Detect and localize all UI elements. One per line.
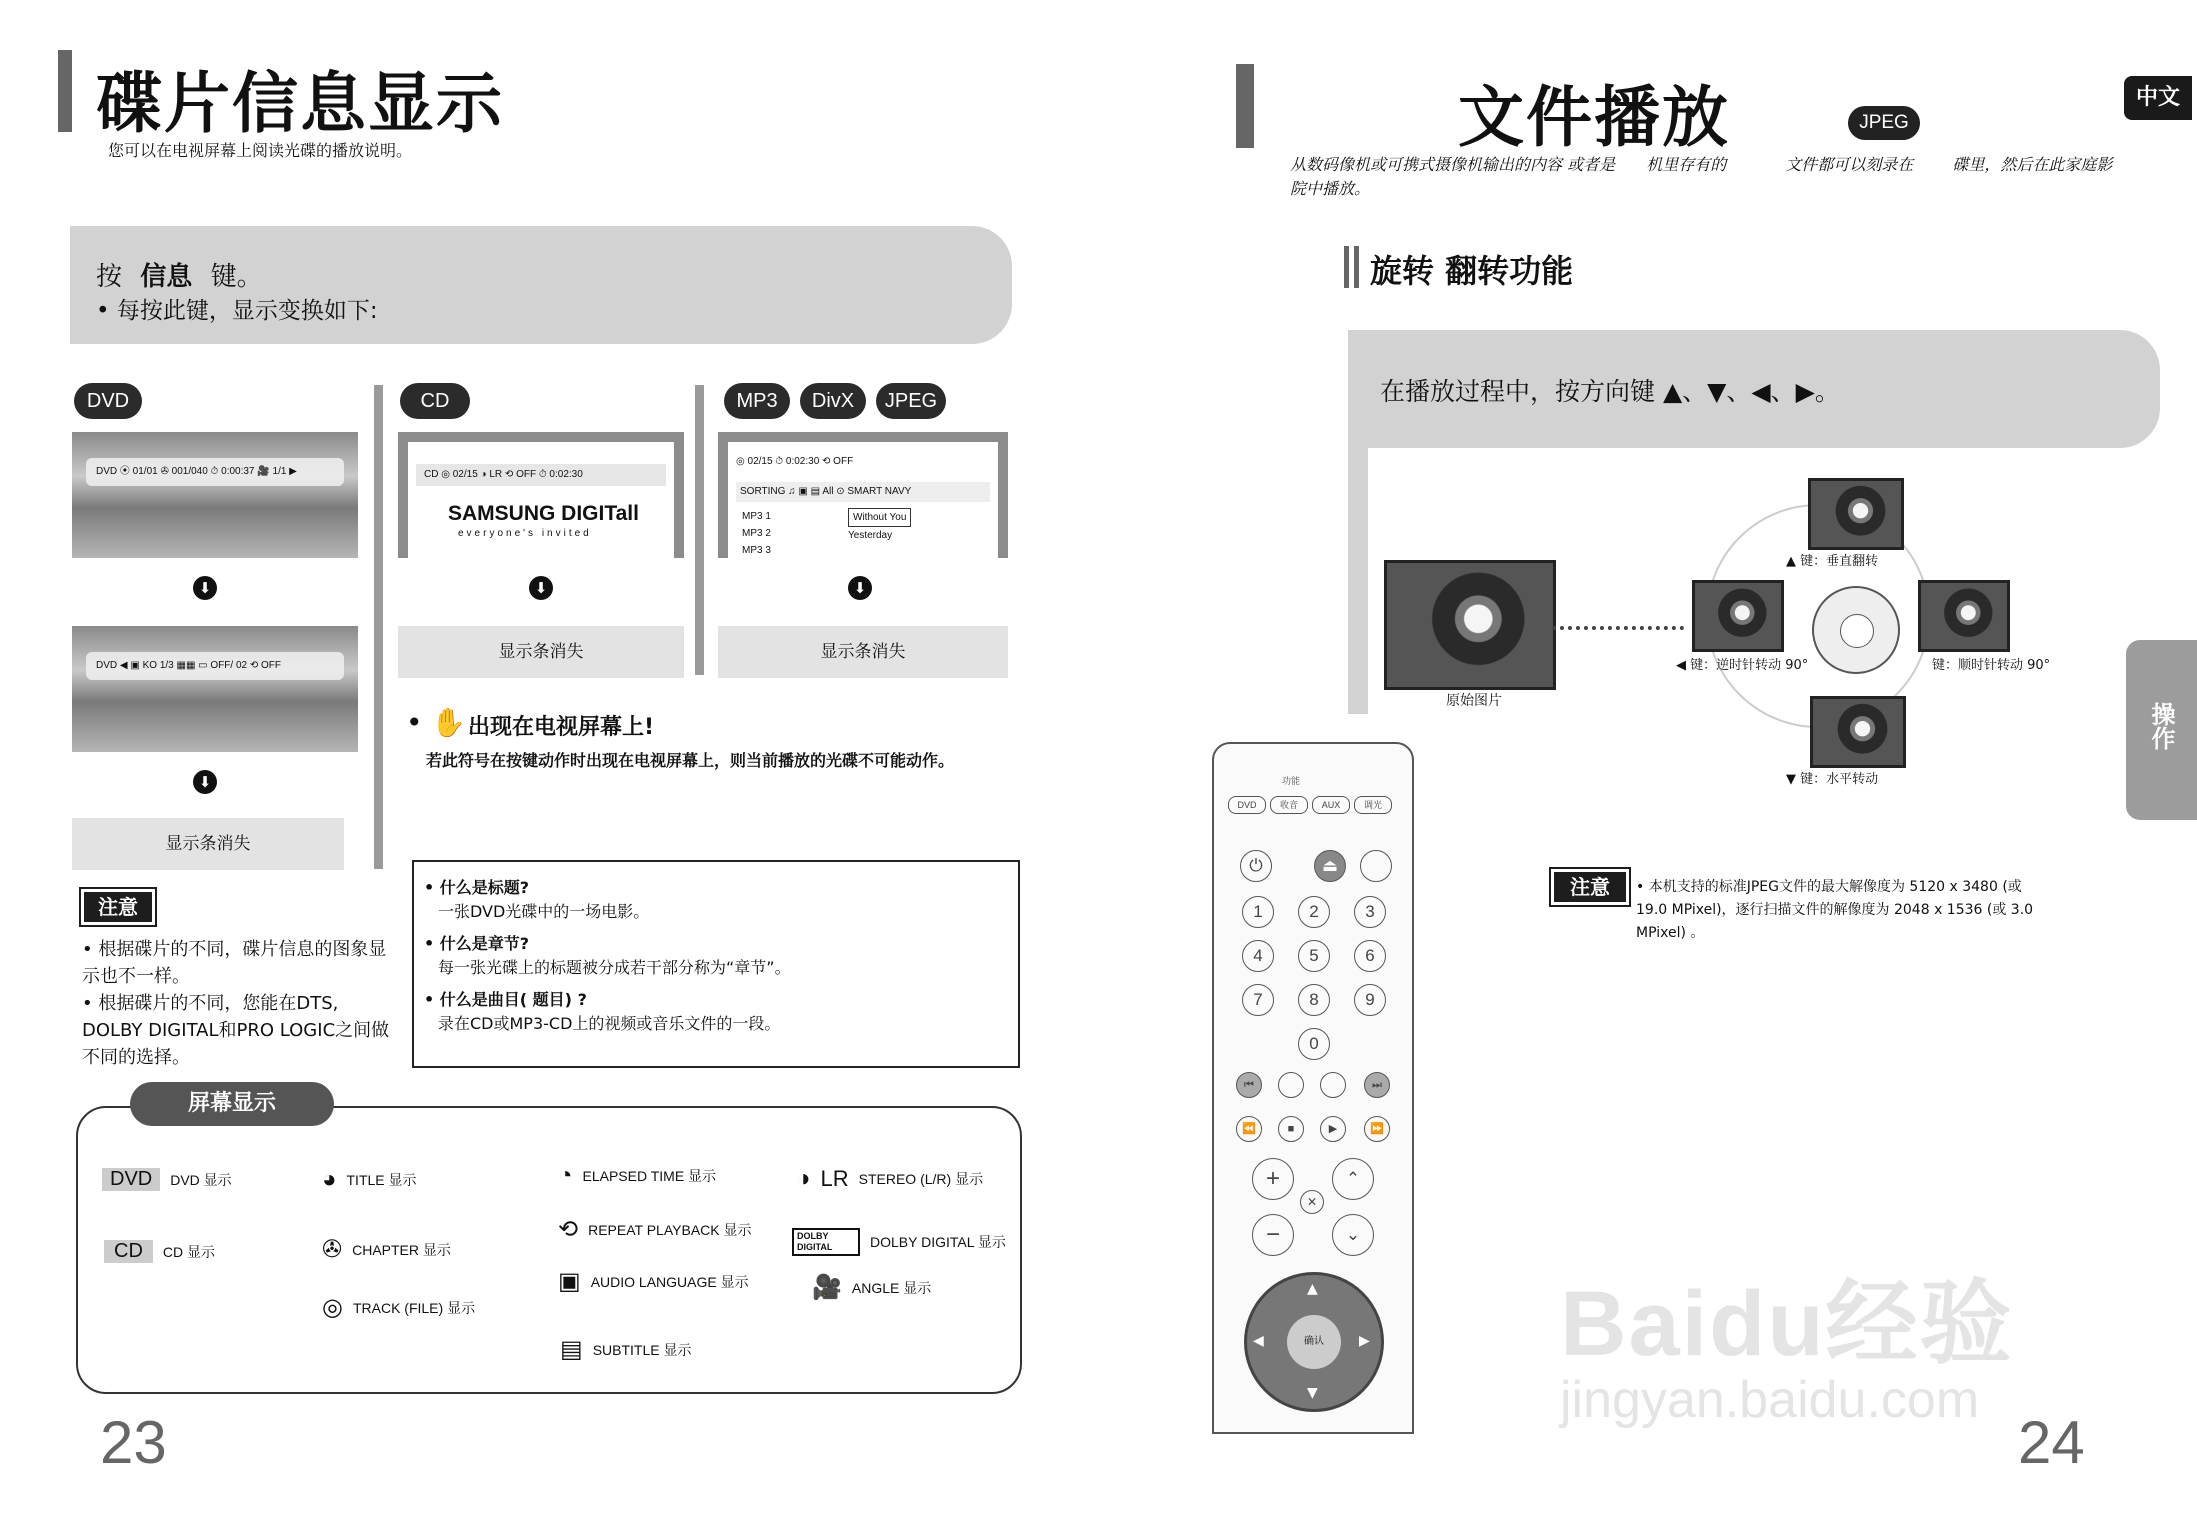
forward-button[interactable]: ⏩ <box>1364 1116 1390 1142</box>
faq-question: • 什么是章节? <box>424 934 530 953</box>
elapsed-time-icon: ◔ <box>558 1162 573 1189</box>
digit-5-button[interactable]: 5 <box>1298 940 1330 972</box>
nav-pad[interactable] <box>1244 1272 1384 1412</box>
note-label-left: 注意 <box>84 892 152 922</box>
page-number-left: 23 <box>100 1409 167 1476</box>
title-bar-left <box>58 50 72 132</box>
jpeg-badge-right: JPEG <box>1848 106 1920 140</box>
intro-text: 从数码像机或可携式摄像机输出的内容 或者是 <box>1290 155 1616 174</box>
legend-elapsed: ◔ ELAPSED TIME 显示 <box>558 1162 717 1189</box>
next-button[interactable]: ⏭ <box>1364 1072 1390 1098</box>
title-bar-right <box>1236 64 1254 148</box>
legend-repeat: ⟲ REPEAT PLAYBACK 显示 <box>558 1216 752 1243</box>
dimmer-button[interactable]: 调光 <box>1354 796 1392 814</box>
legend-audio: ▣ AUDIO LANGUAGE 显示 <box>558 1268 749 1295</box>
section-title: 旋转 翻转功能 <box>1370 252 1574 290</box>
page-subtitle-left: 您可以在电视屏幕上阅读光碟的播放说明。 <box>108 141 413 160</box>
hand-text: 若此符号在按键动作时出现在电视屏幕上，则当前播放的光碟不可能动作。 <box>426 751 955 770</box>
instruction-line2: • 每按此键，显示变换如下: <box>96 298 378 324</box>
note-label-right: 注意 <box>1554 872 1626 902</box>
func-label: 功能 <box>1282 777 1301 787</box>
remote-control <box>1212 742 1414 1434</box>
dvd-screen-2 <box>72 626 358 752</box>
mute-button[interactable]: ✕ <box>1300 1190 1324 1214</box>
rotate-instruction: 在播放过程中，按方向键 ▲、▼、◀、▶。 <box>1380 377 1840 406</box>
headphones-icon: ◑ <box>796 1165 811 1192</box>
legend-stereo: ◑ LR STEREO (L/R) 显示 <box>796 1165 984 1192</box>
photo-rotated-ccw <box>1692 580 1784 652</box>
note-text-right: • 本机支持的标准JPEG文件的最大解像度为 5120 x 3480 (或 19.0 MPixel)，逐行扫描文件的解像度为 2048 x 1536 (或 3.0 MPixel) 。 <box>1636 879 2034 941</box>
section-bar <box>1344 246 1349 288</box>
nav-down-icon: ▼ <box>1307 1385 1318 1401</box>
dolby-icon: DOLBY DIGITAL <box>792 1228 860 1256</box>
divx-badge: DivX <box>800 383 866 419</box>
tuning-down-button[interactable]: ⌄ <box>1332 1214 1374 1256</box>
step-button[interactable] <box>1278 1072 1304 1098</box>
power-button[interactable]: ⏻ <box>1240 850 1272 882</box>
divider <box>374 385 383 869</box>
volume-down-button[interactable]: − <box>1252 1214 1294 1256</box>
right-key-label: 键：顺时针转动 90° <box>1932 658 2051 673</box>
legend-dvd: DVD DVD 显示 <box>102 1168 232 1191</box>
arrow-down-icon: ⬇ <box>193 576 217 600</box>
digit-0-button[interactable]: 0 <box>1298 1028 1330 1060</box>
tuner-button[interactable]: 收音 <box>1270 796 1308 814</box>
mp3-folder-item: MP3 3 <box>742 545 771 556</box>
panel-leg <box>1348 448 1368 714</box>
open-button[interactable] <box>1360 850 1392 882</box>
audio-language-icon: ▣ <box>558 1268 581 1295</box>
mp3-song-item: Yesterday <box>848 530 893 541</box>
original-photo <box>1384 560 1556 690</box>
stop-button[interactable]: ■ <box>1278 1116 1304 1142</box>
volume-up-button[interactable]: + <box>1252 1158 1294 1200</box>
digit-3-button[interactable]: 3 <box>1354 896 1386 928</box>
section-bar <box>1354 246 1359 288</box>
hand-icon: • ✋ <box>406 706 467 739</box>
legend-angle: 🎥 ANGLE 显示 <box>812 1274 932 1301</box>
divider <box>695 385 704 675</box>
dvd-osd-1: DVD ⦿ 01/01 ✇ 001/040 ⏱ 0:00:37 🎥 1/1 ▶ <box>86 458 344 486</box>
cd-disappear-caption: 显示条消失 <box>398 626 684 678</box>
repeat-icon: ⟲ <box>558 1216 579 1243</box>
rewind-button[interactable]: ⏪ <box>1236 1116 1262 1142</box>
dvd-osd-2: DVD ◀ ▣ KO 1/3 ▦▦ ▭ OFF/ 02 ⟲ OFF <box>86 652 344 680</box>
camera-icon: 🎥 <box>812 1274 842 1301</box>
digit-8-button[interactable]: 8 <box>1298 984 1330 1016</box>
legend-cd: CD CD 显示 <box>104 1240 215 1263</box>
intro-text: 碟里，然后在此家庭影 <box>1952 155 2113 174</box>
dvd-screen-1 <box>72 432 358 558</box>
intro-text: 机里存有的 <box>1646 155 1727 174</box>
cd-logo-sub: everyone's invited <box>458 528 592 539</box>
baidu-watermark: Baidu经验 <box>1560 1273 2014 1375</box>
photo-flipped-vertical <box>1808 478 1904 550</box>
instruction-pre: 按 <box>96 262 123 292</box>
left-key-label: ◀ 键：逆时针转动 90° <box>1676 658 1809 673</box>
enter-label: 确认 <box>1304 1336 1324 1347</box>
mp3-folder-item: MP3 1 <box>742 511 771 522</box>
photo-rotated-cw <box>1918 580 2010 652</box>
lang-tab: 中文 <box>2124 76 2192 120</box>
legend-title: ◕ TITLE 显示 <box>322 1166 417 1193</box>
down-key-label: ▼ 键：水平转动 <box>1786 772 1879 787</box>
nav-up-icon: ▲ <box>1307 1281 1318 1297</box>
mp3-badge: MP3 <box>724 383 790 419</box>
arrow-down-icon: ⬇ <box>848 576 872 600</box>
cd-screen <box>398 432 684 558</box>
info-key-label: 信息 <box>140 262 193 292</box>
cd-icon: CD <box>104 1240 153 1263</box>
cd-badge: CD <box>400 383 470 419</box>
legend-subtitle: ▤ SUBTITLE 显示 <box>560 1336 692 1363</box>
faq-box <box>412 860 1020 1068</box>
page-title-right: 文件播放 <box>1458 79 1730 156</box>
tuning-up-button[interactable]: ⌃ <box>1332 1158 1374 1200</box>
jpeg-badge: JPEG <box>876 383 946 419</box>
dvd-disappear-caption: 显示条消失 <box>72 818 344 870</box>
aux-button[interactable]: AUX <box>1312 796 1350 814</box>
operation-tab-label: 操作 <box>2147 702 2175 750</box>
instruction-panel <box>70 226 1012 344</box>
subtitle-icon: ▤ <box>560 1336 583 1363</box>
title-icon: ◕ <box>322 1166 337 1193</box>
legend-dolby: DOLBY DIGITAL DOLBY DIGITAL 显示 <box>792 1228 1006 1256</box>
nav-right-icon: ▶ <box>1359 1333 1370 1349</box>
arrow-down-icon: ⬇ <box>193 770 217 794</box>
rotate-instruction-panel <box>1348 330 2160 448</box>
cd-logo: SAMSUNG DIGITall <box>448 502 639 525</box>
legend-track: ◎ TRACK (FILE) 显示 <box>322 1294 476 1321</box>
nav-left-icon: ◀ <box>1253 1333 1264 1349</box>
prev-button[interactable]: ⏮ <box>1236 1072 1262 1098</box>
chapter-icon: ✇ <box>322 1236 343 1263</box>
repeat-button[interactable] <box>1320 1072 1346 1098</box>
page-title-left: 碟片信息显示 <box>96 65 504 142</box>
faq-question: • 什么是标题? <box>424 878 530 897</box>
mp3-disappear-caption: 显示条消失 <box>718 626 1008 678</box>
digit-1-button[interactable]: 1 <box>1242 896 1274 928</box>
mp3-screen <box>718 432 1008 558</box>
hand-heading: 出现在电视屏幕上! <box>468 715 655 740</box>
faq-answer: 每一张光碟上的标题被分成若干部分称为“章节”。 <box>438 958 791 977</box>
baidu-watermark-url: jingyan.baidu.com <box>1560 1371 1980 1429</box>
intro-text: 院中播放。 <box>1290 179 1371 198</box>
screen-display-title: 屏幕显示 <box>130 1082 334 1126</box>
original-label: 原始图片 <box>1446 693 1502 709</box>
dvd-button[interactable]: DVD <box>1228 796 1266 814</box>
intro-text: 文件都可以刻录在 <box>1785 155 1914 174</box>
enter-button[interactable] <box>1287 1315 1341 1369</box>
mp3-song-item: Without You <box>848 508 911 527</box>
cd-osd: CD ◎ 02/15 ◑ LR ⟲ OFF ⏱ 0:02:30 <box>416 464 666 486</box>
operation-tab <box>2126 640 2197 820</box>
dpad-center <box>1840 614 1874 648</box>
faq-answer: 一张DVD光碟中的一场电影。 <box>438 902 650 921</box>
digit-9-button[interactable]: 9 <box>1354 984 1386 1016</box>
digit-6-button[interactable]: 6 <box>1354 940 1386 972</box>
mp3-sorting-bar: SORTING ♫ ▣ ▤ All ⊙ SMART NAVY <box>736 482 990 502</box>
eject-button[interactable]: ⏏ <box>1314 850 1346 882</box>
digit-2-button[interactable]: 2 <box>1298 896 1330 928</box>
faq-question: • 什么是曲目( 题目) ? <box>424 990 587 1009</box>
arrow-down-icon: ⬇ <box>529 576 553 600</box>
page-number-right: 24 <box>2018 1409 2085 1476</box>
dvd-icon: DVD <box>102 1168 160 1191</box>
photo-flipped-horizontal <box>1810 696 1906 768</box>
play-pause-button[interactable]: ▶ <box>1320 1116 1346 1142</box>
dotted-connector <box>1552 626 1684 630</box>
dvd-badge: DVD <box>74 383 142 419</box>
instruction-post: 键。 <box>210 262 263 292</box>
up-key-label: ▲ 键：垂直翻转 <box>1786 554 1879 569</box>
note-item: • 根据碟片的不同，您能在DTS, DOLBY DIGITAL和PRO LOGIC之间做不同的选择。 <box>82 993 390 1068</box>
note-item: • 根据碟片的不同，碟片信息的图象显示也不一样。 <box>82 939 387 987</box>
legend-chapter: ✇ CHAPTER 显示 <box>322 1236 451 1263</box>
mp3-folder-item: MP3 2 <box>742 528 771 539</box>
mp3-osd: ◎ 02/15 ⏱ 0:02:30 ⟲ OFF <box>736 456 854 467</box>
digit-7-button[interactable]: 7 <box>1242 984 1274 1016</box>
faq-answer: 录在CD或MP3-CD上的视频或音乐文件的一段。 <box>438 1014 781 1033</box>
dpad-circle <box>1812 586 1900 674</box>
track-icon: ◎ <box>322 1294 343 1321</box>
digit-4-button[interactable]: 4 <box>1242 940 1274 972</box>
stereo-icon: LR <box>820 1166 849 1191</box>
